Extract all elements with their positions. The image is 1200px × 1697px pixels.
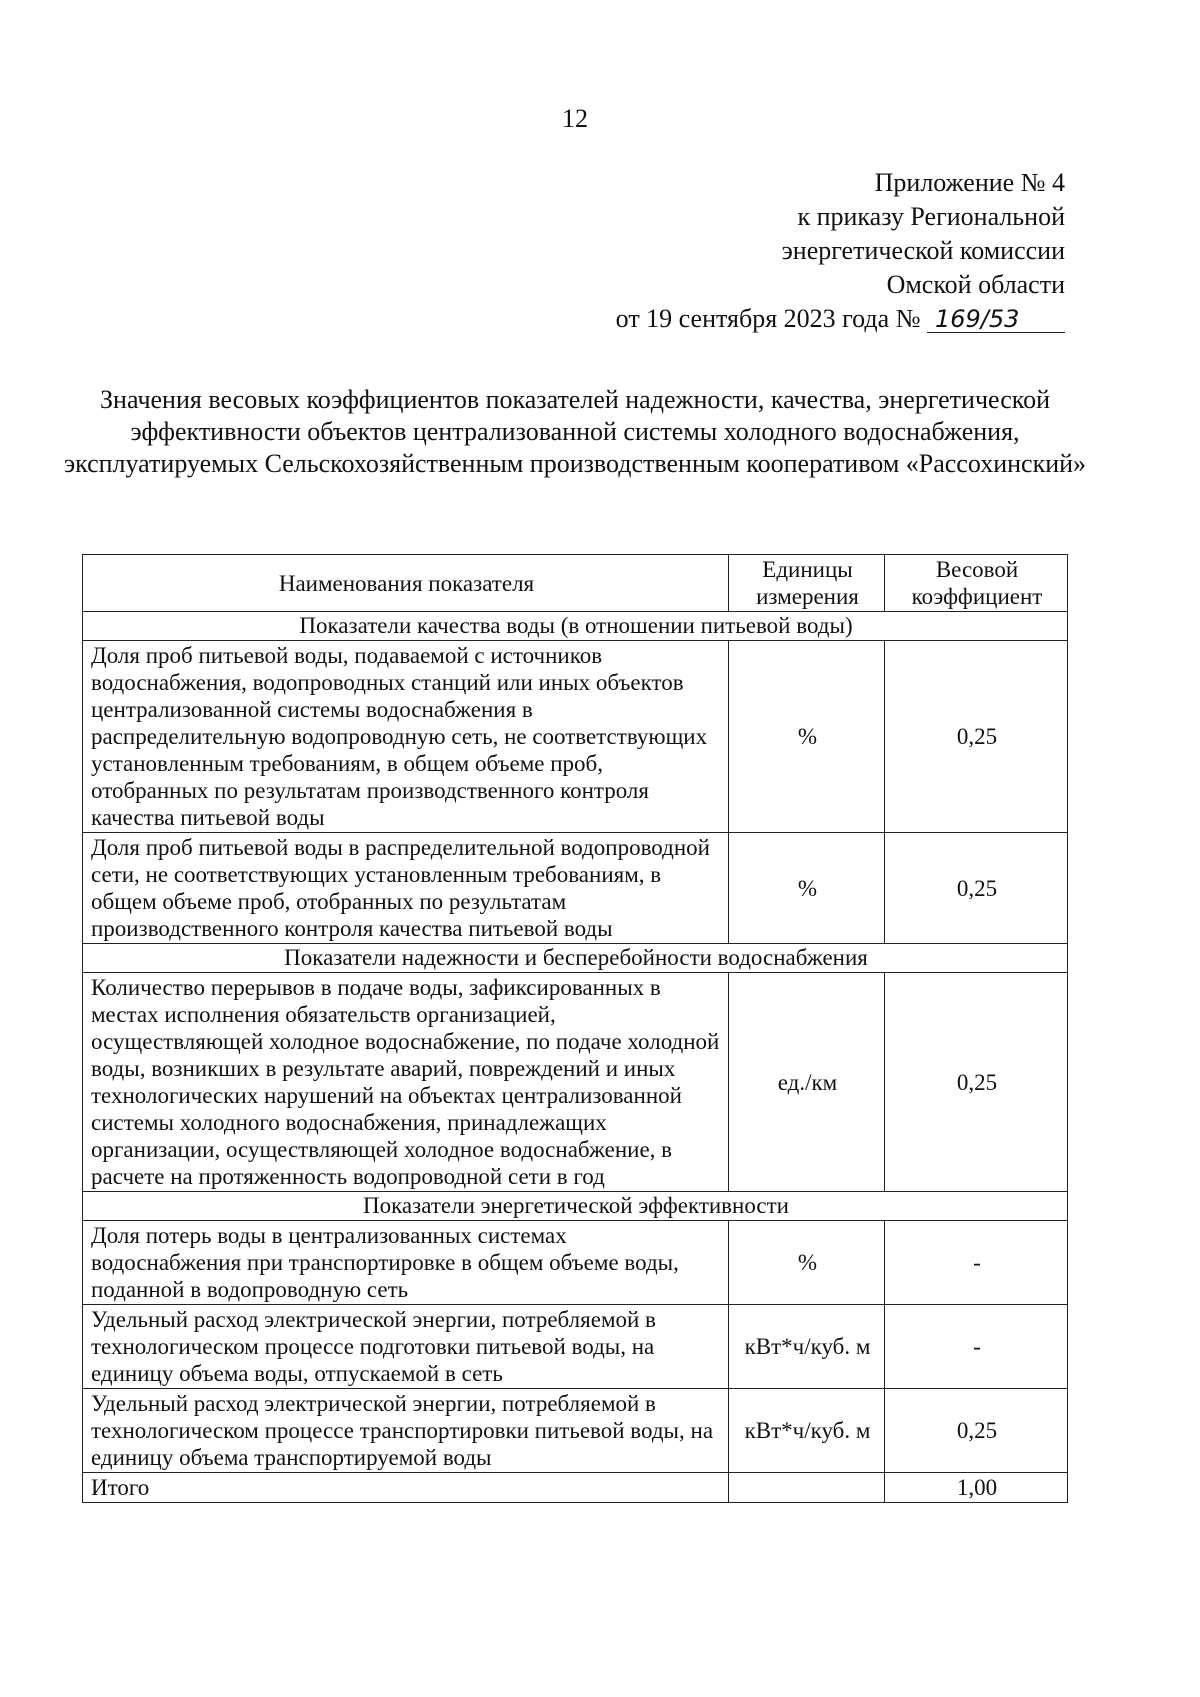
table-header-row [83, 555, 1068, 612]
indicator-coefficient: 0,25 [885, 1389, 1068, 1473]
indicator-name: Количество перерывов в подаче воды, зафиксированных в местах исполнения обязательств организацией, осуществляющей холодное водоснабжение, по подаче холодной воды, возникших в результате аварий, повреждений и иных технологических нарушений на объектах централизованной системы холодного водоснабжения, принадлежащих организации, осуществляющей холодное водоснабжение, в расчете на протяженность водопроводной сети в год [83, 973, 729, 1192]
header-coefficient: Весовой коэффициент [885, 555, 1068, 612]
table-row [83, 833, 1068, 944]
indicator-coefficient: 0,25 [885, 641, 1068, 833]
section-title-water-quality: Показатели качества воды (в отношении питьевой воды) [83, 612, 1068, 641]
page-number: 12 [562, 104, 588, 133]
total-coefficient: 1,00 [885, 1473, 1068, 1503]
appendix-date-prefix: от 19 сентября 2023 года № [615, 304, 921, 333]
header-name: Наименования показателя [83, 555, 729, 612]
indicator-name: Удельный расход электрической энергии, потребляемой в технологическом процессе транспортировки питьевой воды, на единицу объема транспортируемой воды [83, 1389, 729, 1473]
table-row [83, 973, 1068, 1192]
order-number: 169/53 [927, 306, 1065, 333]
indicator-coefficient: 0,25 [885, 833, 1068, 944]
indicator-unit: кВт*ч/куб. м [729, 1305, 885, 1389]
total-unit [729, 1473, 885, 1503]
section-title-energy-efficiency: Показатели энергетической эффективности [83, 1192, 1068, 1221]
indicator-unit: кВт*ч/куб. м [729, 1389, 885, 1473]
section-title-reliability: Показатели надежности и бесперебойности водоснабжения [83, 944, 1068, 973]
total-row [83, 1473, 1068, 1503]
indicator-name: Доля потерь воды в централизованных системах водоснабжения при транспортировке в общем объеме воды, поданной в водопроводную сеть [83, 1221, 729, 1305]
appendix-line: Приложение № 4 [874, 168, 1065, 197]
appendix-line: энергетической комиссии [781, 236, 1065, 265]
indicator-unit: ед./км [729, 973, 885, 1192]
indicator-coefficient: 0,25 [885, 973, 1068, 1192]
table-row [83, 641, 1068, 833]
table-row [83, 1305, 1068, 1389]
appendix-date-line [465, 302, 1065, 336]
appendix-line: Омской области [886, 270, 1065, 299]
table-row [83, 1389, 1068, 1473]
indicator-coefficient: - [885, 1305, 1068, 1389]
document-title: Значения весовых коэффициентов показателей надежности, качества, энергетической эффективности объектов централизованной системы холодного водоснабжения, эксплуатируемых Сельскохозяйственным производственным кооперативом «Рассохинский» [63, 385, 1087, 478]
indicator-unit: % [729, 1221, 885, 1305]
section-row [83, 944, 1068, 973]
appendix-block [465, 166, 1065, 336]
indicator-coefficient: - [885, 1221, 1068, 1305]
section-row [83, 1192, 1068, 1221]
header-unit: Единицы измерения [729, 555, 885, 612]
indicator-name: Доля проб питьевой воды, подаваемой с источников водоснабжения, водопроводных станций или иных объектов централизованной системы водоснабжения в распределительную водопроводную сеть, не соответствующих установленным требованиям, в общем объеме проб, отобранных по результатам производственного контроля качества питьевой воды [83, 641, 729, 833]
total-label: Итого [83, 1473, 729, 1503]
appendix-line: к приказу Региональной [797, 202, 1065, 231]
indicator-unit: % [729, 641, 885, 833]
indicator-unit: % [729, 833, 885, 944]
indicator-name: Удельный расход электрической энергии, потребляемой в технологическом процессе подготовки питьевой воды, на единицу объема воды, отпускаемой в сеть [83, 1305, 729, 1389]
indicator-name: Доля проб питьевой воды в распределительной водопроводной сети, не соответствующих установленным требованиям, в общем объеме проб, отобранных по результатам производственного контроля качества питьевой воды [83, 833, 729, 944]
indicators-table [82, 554, 1068, 1503]
table-row [83, 1221, 1068, 1305]
section-row [83, 612, 1068, 641]
